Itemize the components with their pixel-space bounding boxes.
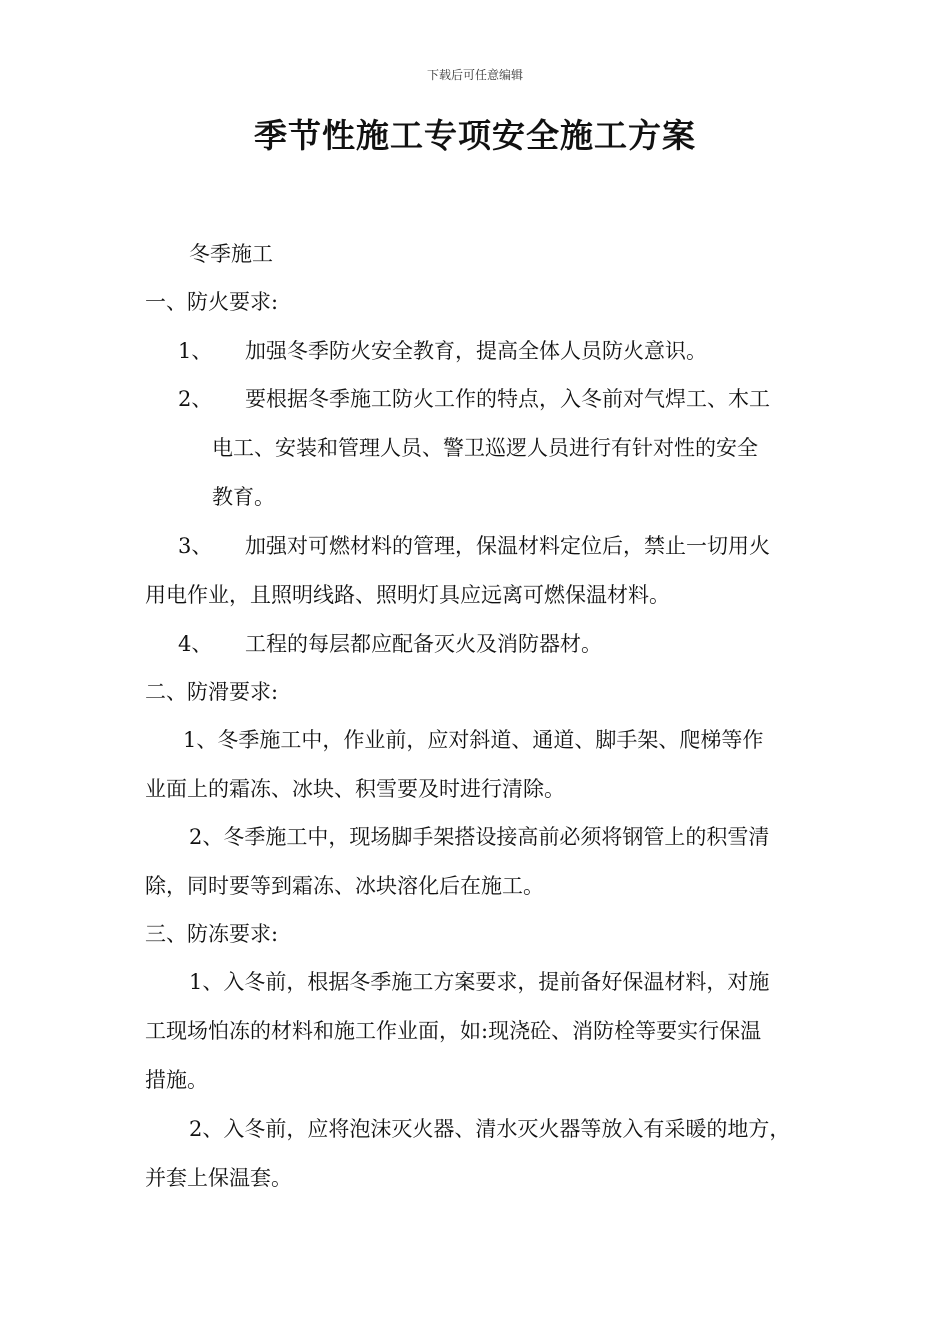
document-title: 季节性施工专项安全施工方案: [254, 116, 696, 155]
item-line: 措施。: [145, 1068, 208, 1092]
item-line: 除，同时要等到霜冻、冰块溶化后在施工。: [145, 874, 544, 898]
item-number: 1、: [178, 339, 213, 363]
item-line: 工程的每层都应配备灭火及消防器材。: [245, 632, 602, 656]
item-line: 并套上保温套。: [145, 1166, 292, 1190]
item-line: 2、入冬前，应将泡沫灭火器、清水灭火器等放入有采暖的地方，: [189, 1117, 791, 1141]
item-line: 1、冬季施工中，作业前，应对斜道、通道、脚手架、爬梯等作: [183, 728, 764, 752]
item-number: 4、: [178, 632, 213, 656]
item-line: 业面上的霜冻、冰块、积雪要及时进行清除。: [145, 777, 565, 801]
item-line: 2、冬季施工中，现场脚手架搭设接高前必须将钢管上的积雪清: [189, 825, 770, 849]
item-line: 工现场怕冻的材料和施工作业面，如:现浇砼、消防栓等要实行保温: [145, 1019, 762, 1043]
item-line: 用电作业，且照明线路、照明灯具应远离可燃保温材料。: [145, 583, 670, 607]
item-line: 电工、安装和管理人员、警卫巡逻人员进行有针对性的安全: [212, 436, 758, 460]
section-heading-freeze: 三、防冻要求:: [145, 922, 279, 946]
item-line: 加强冬季防火安全教育，提高全体人员防火意识。: [245, 339, 707, 363]
item-line: 加强对可燃材料的管理，保温材料定位后，禁止一切用火: [245, 534, 770, 558]
item-line: 要根据冬季施工防火工作的特点，入冬前对气焊工、木工: [245, 387, 770, 411]
item-line: 教育。: [212, 485, 275, 509]
section-heading-slip: 二、防滑要求:: [145, 680, 279, 704]
section-heading-fire: 一、防火要求:: [145, 290, 279, 314]
page-header: 下载后可任意编辑: [426, 68, 523, 82]
item-line: 1、入冬前，根据冬季施工方案要求，提前备好保温材料，对施: [189, 970, 770, 994]
item-number: 2、: [178, 387, 213, 411]
season-heading: 冬季施工: [189, 242, 273, 266]
item-number: 3、: [178, 534, 213, 558]
